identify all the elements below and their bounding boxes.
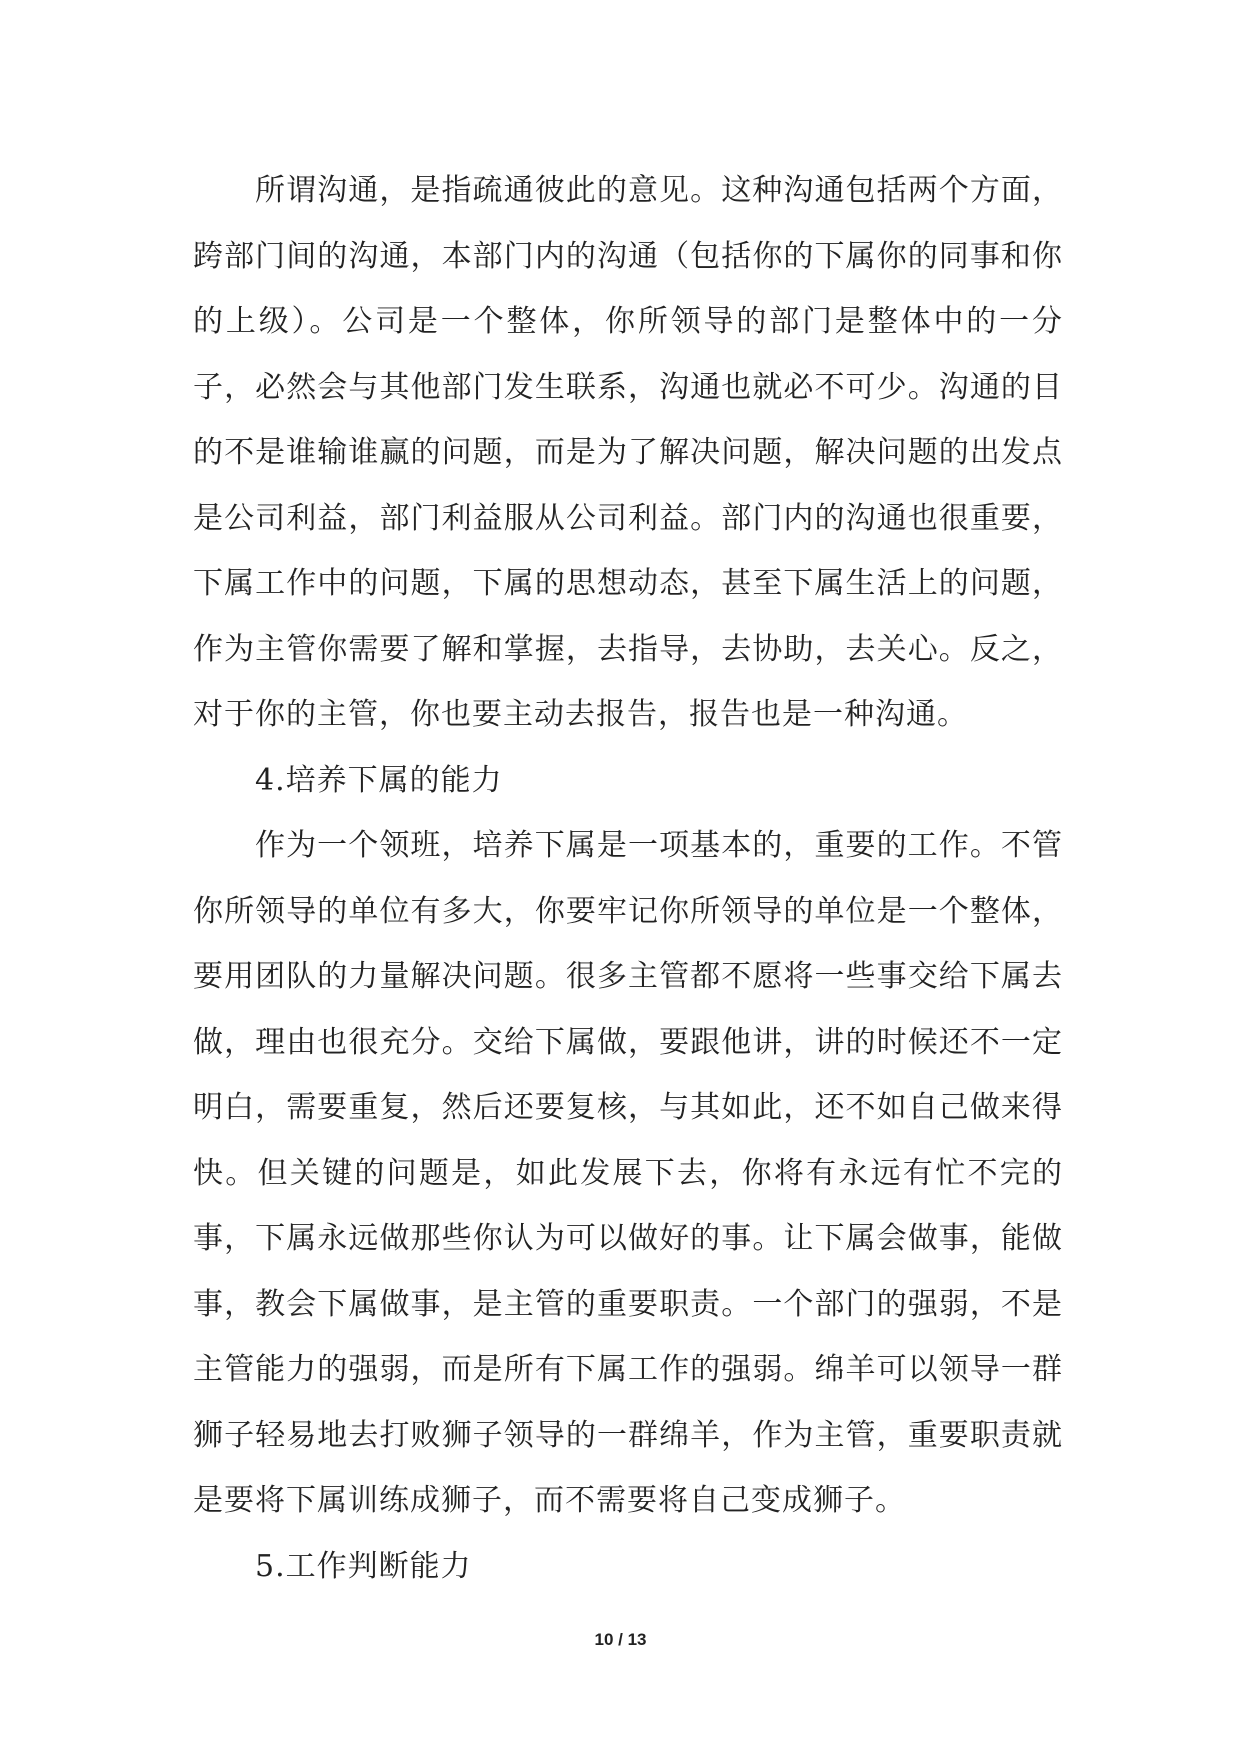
- section-heading-5: 5.工作判断能力: [255, 1548, 472, 1584]
- paragraph-training-subordinates: 作为一个领班，培养下属是一项基本的，重要的工作。不管你所领导的单位有多大，你要牢记你所领导的单位是一个整体，要用团队的力量解决问题。很多主管都不愿将一些事交给下属去做，理由也很充分。交给下属做，要跟他讲，讲的时候还不一定明白，需要重复，然后还要复核，与其如此，还不如自己做来得快。但关键的问题是，如此发展下去，你将有永远有忙不完的事，下属永远做那些你认为可以做好的事。让下属会做事，能做事，教会下属做事，是主管的重要职责。一个部门的强弱，不是主管能力的强弱，而是所有下属工作的强弱。绵羊可以领导一群狮子轻易地去打败狮子领导的一群绵羊，作为主管，重要职责就是要将下属训练成狮子，而不需要将自己变成狮子。: [193, 828, 1063, 1518]
- paragraph-communication: 所谓沟通，是指疏通彼此的意见。这种沟通包括两个方面，跨部门间的沟通，本部门内的沟通（包括你的下属你的同事和你的上级）。公司是一个整体，你所领导的部门是整体中的一分子，必然会与其他部门发生联系，沟通也就必不可少。沟通的目的不是谁输谁赢的问题，而是为了解决问题，解决问题的出发点是公司利益，部门利益服从公司利益。部门内的沟通也很重要，下属工作中的问题，下属的思想动态，甚至下属生活上的问题，作为主管你需要了解和掌握，去指导，去协助，去关心。反之，对于你的主管，你也要主动去报告，报告也是一种沟通。: [193, 173, 1063, 732]
- section-heading-4: 4.培养下属的能力: [255, 762, 503, 798]
- document-body: [193, 158, 1063, 1599]
- page-number: 10 / 13: [594, 1630, 647, 1649]
